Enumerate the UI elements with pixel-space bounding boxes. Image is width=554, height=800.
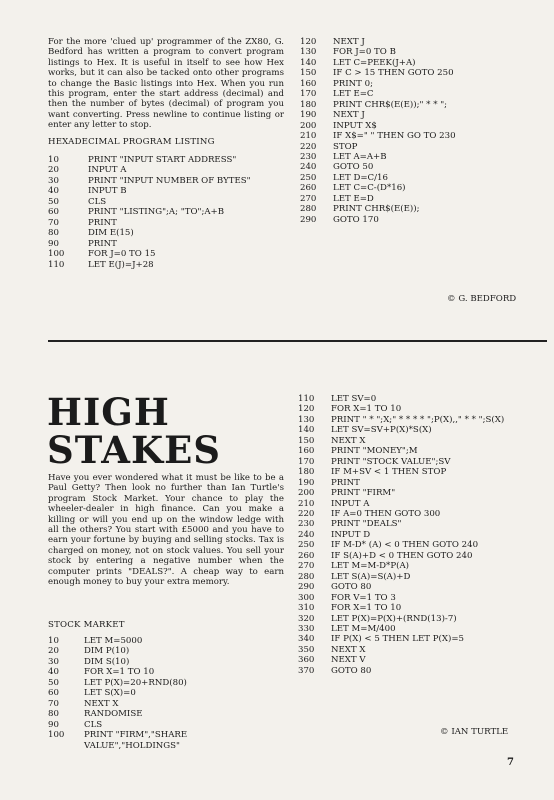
code-statement: PRINT "STOCK VALUE";SV xyxy=(331,456,451,467)
high-stakes-title xyxy=(47,390,222,472)
code-statement: LET M=M-D*P(A) xyxy=(331,561,410,572)
code-statement: INPUT X$ xyxy=(333,120,377,131)
code-statement: GOTO 80 xyxy=(331,665,372,676)
code-statement: LET SV=SV+P(X)*S(X) xyxy=(331,425,432,436)
code-line xyxy=(300,162,540,172)
code-statement: FOR J=0 TO 15 xyxy=(88,249,156,260)
code-line xyxy=(298,404,548,414)
code-line xyxy=(298,561,548,571)
code-statement: IF M+SV < 1 THEN STOP xyxy=(331,467,447,478)
code-line xyxy=(48,667,288,677)
code-statement: FOR V=1 TO 3 xyxy=(331,592,396,603)
code-statement: IF M-D* (A) < 0 THEN GOTO 240 xyxy=(331,540,479,551)
code-statement: DIM P(10) xyxy=(84,646,130,657)
title-line-2: STAKES xyxy=(47,428,222,472)
title-line-1: HIGH xyxy=(47,390,170,434)
code-statement: CLS xyxy=(88,196,107,207)
code-statement: NEXT X xyxy=(84,698,119,709)
code-line xyxy=(300,194,540,204)
code-line xyxy=(298,467,548,477)
line-number: 160 xyxy=(298,446,315,457)
code-statement: LET C=PEEK(J+A) xyxy=(333,57,416,68)
code-line xyxy=(298,509,548,519)
code-statement: LET P(X)=20+RND(80) xyxy=(84,677,187,688)
line-number: 200 xyxy=(298,488,315,499)
stakes-listing-right xyxy=(298,394,548,676)
code-statement: IF S(A)+D < 0 THEN GOTO 240 xyxy=(331,550,473,561)
code-statement: NEXT J xyxy=(333,37,365,47)
code-line xyxy=(48,207,288,217)
code-line xyxy=(298,593,548,603)
line-number: 70 xyxy=(48,698,59,709)
line-number: 40 xyxy=(48,186,59,197)
code-line xyxy=(300,68,540,78)
code-line xyxy=(48,720,288,730)
code-statement: PRINT xyxy=(88,238,117,249)
line-number: 10 xyxy=(48,155,59,165)
line-number: 60 xyxy=(48,207,59,218)
code-statement: NEXT V xyxy=(331,655,366,666)
code-line xyxy=(298,478,548,488)
line-number: 60 xyxy=(48,688,59,699)
line-number: 220 xyxy=(300,141,317,152)
code-line xyxy=(300,131,540,141)
line-number: 190 xyxy=(300,110,317,121)
code-line xyxy=(300,89,540,99)
code-statement: PRINT "INPUT NUMBER OF BYTES" xyxy=(88,175,251,186)
code-line xyxy=(298,582,548,592)
hex-listing-heading: HEXADECIMAL PROGRAM LISTING xyxy=(48,137,215,147)
code-statement: PRINT "MONEY";M xyxy=(331,446,418,457)
code-statement: GOTO 50 xyxy=(333,162,374,173)
code-line xyxy=(48,260,288,270)
code-line xyxy=(300,142,540,152)
code-line xyxy=(298,457,548,467)
line-number: 80 xyxy=(48,709,59,720)
line-number: 140 xyxy=(298,425,315,436)
code-line xyxy=(300,37,540,47)
line-number: 230 xyxy=(298,519,315,530)
hex-credit: © G. BEDFORD xyxy=(447,294,517,304)
line-number: 170 xyxy=(298,456,315,467)
line-number: 120 xyxy=(298,404,315,415)
code-line xyxy=(300,110,540,120)
line-number: 340 xyxy=(298,634,315,645)
code-line xyxy=(298,603,548,613)
code-line xyxy=(48,249,288,259)
code-statement: FOR X=1 TO 10 xyxy=(84,667,155,678)
code-line xyxy=(300,204,540,214)
code-statement: PRINT xyxy=(88,217,117,228)
code-line xyxy=(48,176,288,186)
code-line xyxy=(298,614,548,624)
line-number: 160 xyxy=(300,78,317,89)
code-statement: PRINT xyxy=(331,477,360,488)
code-statement: LET M=5000 xyxy=(84,636,143,646)
code-line xyxy=(300,121,540,131)
line-number: 130 xyxy=(300,47,317,58)
line-number: 330 xyxy=(298,623,315,634)
line-number: 320 xyxy=(298,613,315,624)
line-number: 90 xyxy=(48,238,59,249)
code-line xyxy=(298,436,548,446)
code-line xyxy=(48,228,288,238)
code-line xyxy=(298,624,548,634)
code-statement: PRINT CHR$(E(E)); xyxy=(333,204,420,215)
line-number: 120 xyxy=(300,37,317,47)
code-line xyxy=(298,645,548,655)
code-statement: LET E=D xyxy=(333,193,374,204)
line-number: 190 xyxy=(298,477,315,488)
code-statement: LET S(X)=0 xyxy=(84,688,136,699)
line-number: 350 xyxy=(298,644,315,655)
code-line xyxy=(48,186,288,196)
code-statement: PRINT "DEALS" xyxy=(331,519,402,530)
hex-listing-right xyxy=(300,37,540,225)
line-number: 50 xyxy=(48,677,59,688)
code-line xyxy=(298,499,548,509)
line-number: 300 xyxy=(298,592,315,603)
code-line xyxy=(298,530,548,540)
line-number: 260 xyxy=(300,183,317,194)
stakes-listing-left xyxy=(48,636,288,751)
code-line xyxy=(298,394,548,404)
code-statement: FOR X=1 TO 10 xyxy=(331,603,402,614)
code-statement: NEXT X xyxy=(331,644,366,655)
line-number: 180 xyxy=(298,467,315,478)
line-number: 130 xyxy=(298,414,315,425)
code-statement: GOTO 80 xyxy=(331,582,372,593)
code-statement: DIM E(15) xyxy=(88,228,134,239)
code-line xyxy=(298,519,548,529)
line-number: 40 xyxy=(48,667,59,678)
line-number: 100 xyxy=(48,249,65,260)
line-number: 270 xyxy=(298,561,315,572)
code-line xyxy=(300,58,540,68)
code-line xyxy=(298,540,548,550)
code-statement: LET P(X)=P(X)+(RND(13)-7) xyxy=(331,613,457,624)
line-number: 270 xyxy=(300,193,317,204)
code-line xyxy=(300,79,540,89)
line-number: 280 xyxy=(300,204,317,215)
code-line xyxy=(300,173,540,183)
line-number: 310 xyxy=(298,603,315,614)
code-line xyxy=(48,709,288,719)
line-number: 90 xyxy=(48,719,59,730)
section-divider xyxy=(48,340,547,342)
code-statement: LET D=C/16 xyxy=(333,172,388,183)
code-line xyxy=(298,655,548,665)
code-line xyxy=(48,678,288,688)
line-number: 110 xyxy=(48,259,65,270)
line-number: 30 xyxy=(48,656,59,667)
code-statement: RANDOMISE xyxy=(84,709,143,720)
line-number: 260 xyxy=(298,550,315,561)
line-number: 150 xyxy=(300,68,317,79)
code-line xyxy=(48,155,288,165)
code-statement: PRINT "FIRM" xyxy=(331,488,396,499)
line-number: 200 xyxy=(300,120,317,131)
line-number: 290 xyxy=(298,582,315,593)
code-line xyxy=(48,646,288,656)
line-number: 170 xyxy=(300,89,317,100)
code-line xyxy=(298,446,548,456)
line-number: 150 xyxy=(298,435,315,446)
code-statement: PRINT "INPUT START ADDRESS" xyxy=(88,155,237,165)
code-line xyxy=(48,688,288,698)
line-number: 70 xyxy=(48,217,59,228)
code-statement: FOR X=1 TO 10 xyxy=(331,404,402,415)
code-line xyxy=(300,152,540,162)
stakes-listing-heading: STOCK MARKET xyxy=(48,620,125,630)
line-number: 20 xyxy=(48,165,59,176)
code-statement: NEXT X xyxy=(331,435,366,446)
code-statement: INPUT B xyxy=(88,186,127,197)
code-line xyxy=(298,572,548,582)
line-number: 250 xyxy=(298,540,315,551)
code-line xyxy=(298,634,548,644)
line-number: 180 xyxy=(300,99,317,110)
line-number: 240 xyxy=(300,162,317,173)
code-statement: LET C=C-(D*16) xyxy=(333,183,406,194)
code-statement: PRINT CHR$(E(E));" * * "; xyxy=(333,99,448,110)
code-statement: LET S(A)=S(A)+D xyxy=(331,571,411,582)
code-statement: PRINT " * ";X;" * * * * ";P(X),," * * ";S(X) xyxy=(331,414,505,425)
code-line xyxy=(48,657,288,667)
code-line xyxy=(300,100,540,110)
code-statement: PRINT "FIRM","SHARE xyxy=(84,730,188,741)
code-statement: IF X$=" " THEN GO TO 230 xyxy=(333,131,456,142)
page-number: 7 xyxy=(507,757,514,768)
code-statement: LET SV=0 xyxy=(331,394,377,404)
code-line xyxy=(48,239,288,249)
code-statement: IF P(X) < 5 THEN LET P(X)=5 xyxy=(331,634,465,645)
code-line xyxy=(48,197,288,207)
code-line xyxy=(300,47,540,57)
stakes-credit: © IAN TURTLE xyxy=(440,727,509,737)
code-statement: DIM S(10) xyxy=(84,656,130,667)
code-statement: INPUT A xyxy=(331,498,370,509)
code-line xyxy=(48,636,288,646)
code-statement: PRINT "LISTING";A; "TO";A+B xyxy=(88,207,225,218)
code-statement: LET E(J)=J+28 xyxy=(88,259,154,270)
code-statement: INPUT A xyxy=(88,165,127,176)
line-number: 250 xyxy=(300,172,317,183)
line-number: 30 xyxy=(48,175,59,186)
code-line xyxy=(48,165,288,175)
code-line xyxy=(300,215,540,225)
code-line xyxy=(48,741,288,751)
code-statement: LET M=M/400 xyxy=(331,623,396,634)
line-number: 100 xyxy=(48,730,65,741)
line-number: 10 xyxy=(48,636,59,646)
line-number: 290 xyxy=(300,214,317,225)
line-number: 110 xyxy=(298,394,315,404)
code-statement: FOR J=0 TO B xyxy=(333,47,396,58)
code-statement: GOTO 170 xyxy=(333,214,379,225)
hex-intro-paragraph: For the more 'clued up' programmer of the ZX80, G. Bedford has written a program to convert program listings to Hex. It is useful in itself to see how Hex works, but it can also be tacked onto other programs to change the Basic listings into Hex. When you run this program, enter the start address (decimal) and then the number of bytes (decimal) of program you want converting. Press newline to continue listing or enter any letter to stop. xyxy=(48,37,284,131)
line-number: 280 xyxy=(298,571,315,582)
code-statement: NEXT J xyxy=(333,110,365,121)
code-line xyxy=(298,415,548,425)
code-line xyxy=(48,699,288,709)
code-line xyxy=(298,666,548,676)
line-number: 50 xyxy=(48,196,59,207)
code-line xyxy=(48,218,288,228)
code-statement: VALUE","HOLDINGS" xyxy=(84,740,180,751)
code-line xyxy=(48,730,288,740)
code-statement: INPUT D xyxy=(331,529,371,540)
code-line xyxy=(298,425,548,435)
code-line xyxy=(298,488,548,498)
code-statement: LET A=A+B xyxy=(333,151,387,162)
line-number: 370 xyxy=(298,665,315,676)
code-statement: STOP xyxy=(333,141,358,152)
line-number: 240 xyxy=(298,529,315,540)
code-statement: IF C > 15 THEN GOTO 250 xyxy=(333,68,454,79)
code-statement: IF A=0 THEN GOTO 300 xyxy=(331,508,441,519)
code-statement: CLS xyxy=(84,719,103,730)
line-number: 220 xyxy=(298,508,315,519)
line-number: 140 xyxy=(300,57,317,68)
code-statement: PRINT 0; xyxy=(333,78,373,89)
code-line xyxy=(300,183,540,193)
line-number: 80 xyxy=(48,228,59,239)
line-number: 210 xyxy=(300,131,317,142)
code-statement: LET E=C xyxy=(333,89,374,100)
line-number: 230 xyxy=(300,151,317,162)
hex-listing-left xyxy=(48,155,288,270)
line-number: 360 xyxy=(298,655,315,666)
code-line xyxy=(298,551,548,561)
line-number: 20 xyxy=(48,646,59,657)
stakes-intro-paragraph: Have you ever wondered what it must be like to be a Paul Getty? Then look no further than Ian Turtle's program Stock Market. Your chance to play the wheeler-dealer in high finance. Can you make a killing or will you end up on the window ledge with all the others? You start with £5000 and you have to earn your fortune by buying and selling stocks. Tax is charged on money, not on stock values. You sell your stock by entering a negative number when the computer prints "DEALS?". A cheap way to earn enough money to buy your extra memory. xyxy=(48,473,284,588)
line-number: 210 xyxy=(298,498,315,509)
